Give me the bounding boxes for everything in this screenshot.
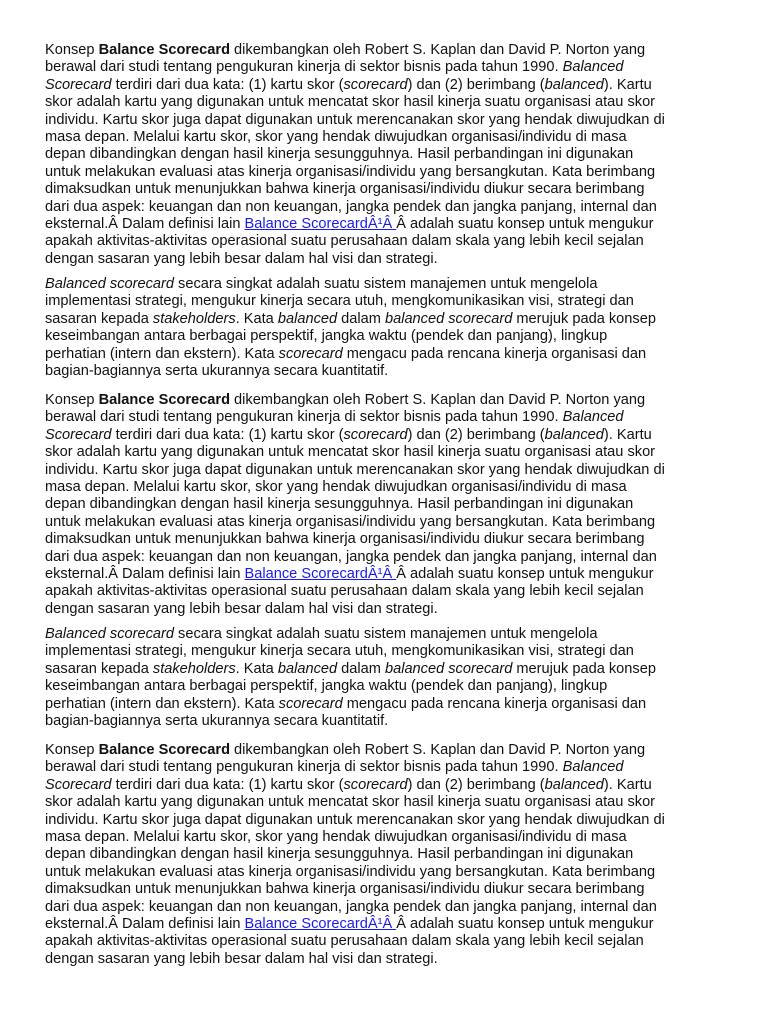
balance-scorecard-link[interactable]: Balance ScorecardÂ¹Â [244, 566, 397, 583]
paragraph-balance-scorecard-1: Konsep Balance Scorecard dikembangkan oleh Robert S. Kaplan dan David P. Norton yang berawal dari studi tentang pengukuran kinerja di sektor bisnis pada tahun 1990. Balanced Scorecard terdiri dari dua kata: (1) kartu skor (scorecard) dan (2) berimbang (balanced). Kartu skor adalah kartu yang digunakan untuk mencatat skor hasil kinerja suatu organisasi atau skor individu. Kartu skor juga dapat digunakan untuk merencanakan skor yang hendak diwujudkan di masa depan. Melalui kartu skor, skor yang hendak diwujudkan organisasi/individu di masa depan dibandingkan dengan hasil kinerja sesungguhnya. Hasil perbandingan ini digunakan untuk melakukan evaluasi atas kinerja organisasi/individu yang bersangkutan. Kata berimbang dimaksudkan untuk menunjukkan bahwa kinerja organisasi/individu diukur secara berimbang dari dua aspek: keuangan dan non keuangan, jangka pendek dan jangka panjang, internal dan eksternal.Â Dalam definisi lain Balance ScorecardÂ¹Â Â adalah suatu konsep untuk mengukur apakah aktivitas-aktivitas operasional suatu perusahaan dalam skala yang lebih kecil sejalan dengan sasaran yang lebih besar dalam hal visi dan strategi. [45, 42, 665, 267]
balance-scorecard-link[interactable]: Balance ScorecardÂ¹Â [244, 916, 397, 933]
balance-scorecard-link[interactable]: Balance ScorecardÂ¹Â [244, 216, 397, 233]
paragraph-balanced-scorecard-2: Balanced scorecard secara singkat adalah suatu sistem manajemen untuk mengelola implementasi strategi, mengukur kinerja secara utuh, mengkomunikasikan visi, strategi dan sasaran kepada stakeholders. Kata balanced dalam balanced scorecard merujuk pada konsep keseimbangan antara berbagai perspektif, jangka waktu (pendek dan panjang), lingkup perhatian (intern dan ekstern). Kata scorecard mengacu pada rencana kinerja organisasi dan bagian-bagiannya serta ukurannya secara kuantitatif. [45, 626, 656, 730]
paragraph-balance-scorecard-3: Konsep Balance Scorecard dikembangkan oleh Robert S. Kaplan dan David P. Norton yang berawal dari studi tentang pengukuran kinerja di sektor bisnis pada tahun 1990. Balanced Scorecard terdiri dari dua kata: (1) kartu skor (scorecard) dan (2) berimbang (balanced). Kartu skor adalah kartu yang digunakan untuk mencatat skor hasil kinerja suatu organisasi atau skor individu. Kartu skor juga dapat digunakan untuk merencanakan skor yang hendak diwujudkan di masa depan. Melalui kartu skor, skor yang hendak diwujudkan organisasi/individu di masa depan dibandingkan dengan hasil kinerja sesungguhnya. Hasil perbandingan ini digunakan untuk melakukan evaluasi atas kinerja organisasi/individu yang bersangkutan. Kata berimbang dimaksudkan untuk menunjukkan bahwa kinerja organisasi/individu diukur secara berimbang dari dua aspek: keuangan dan non keuangan, jangka pendek dan jangka panjang, internal dan eksternal.Â Dalam definisi lain Balance ScorecardÂ¹Â Â adalah suatu konsep untuk mengukur apakah aktivitas-aktivitas operasional suatu perusahaan dalam skala yang lebih kecil sejalan dengan sasaran yang lebih besar dalam hal visi dan strategi. [45, 742, 665, 967]
paragraph-balance-scorecard-2: Konsep Balance Scorecard dikembangkan oleh Robert S. Kaplan dan David P. Norton yang berawal dari studi tentang pengukuran kinerja di sektor bisnis pada tahun 1990. Balanced Scorecard terdiri dari dua kata: (1) kartu skor (scorecard) dan (2) berimbang (balanced). Kartu skor adalah kartu yang digunakan untuk mencatat skor hasil kinerja suatu organisasi atau skor individu. Kartu skor juga dapat digunakan untuk merencanakan skor yang hendak diwujudkan di masa depan. Melalui kartu skor, skor yang hendak diwujudkan organisasi/individu di masa depan dibandingkan dengan hasil kinerja sesungguhnya. Hasil perbandingan ini digunakan untuk melakukan evaluasi atas kinerja organisasi/individu yang bersangkutan. Kata berimbang dimaksudkan untuk menunjukkan bahwa kinerja organisasi/individu diukur secara berimbang dari dua aspek: keuangan dan non keuangan, jangka pendek dan jangka panjang, internal dan eksternal.Â Dalam definisi lain Balance ScorecardÂ¹Â Â adalah suatu konsep untuk mengukur apakah aktivitas-aktivitas operasional suatu perusahaan dalam skala yang lebih kecil sejalan dengan sasaran yang lebih besar dalam hal visi dan strategi. [45, 392, 665, 617]
paragraph-balanced-scorecard-1: Balanced scorecard secara singkat adalah suatu sistem manajemen untuk mengelola implementasi strategi, mengukur kinerja secara utuh, mengkomunikasikan visi, strategi dan sasaran kepada stakeholders. Kata balanced dalam balanced scorecard merujuk pada konsep keseimbangan antara berbagai perspektif, jangka waktu (pendek dan panjang), lingkup perhatian (intern dan ekstern). Kata scorecard mengacu pada rencana kinerja organisasi dan bagian-bagiannya serta ukurannya secara kuantitatif. [45, 276, 656, 380]
